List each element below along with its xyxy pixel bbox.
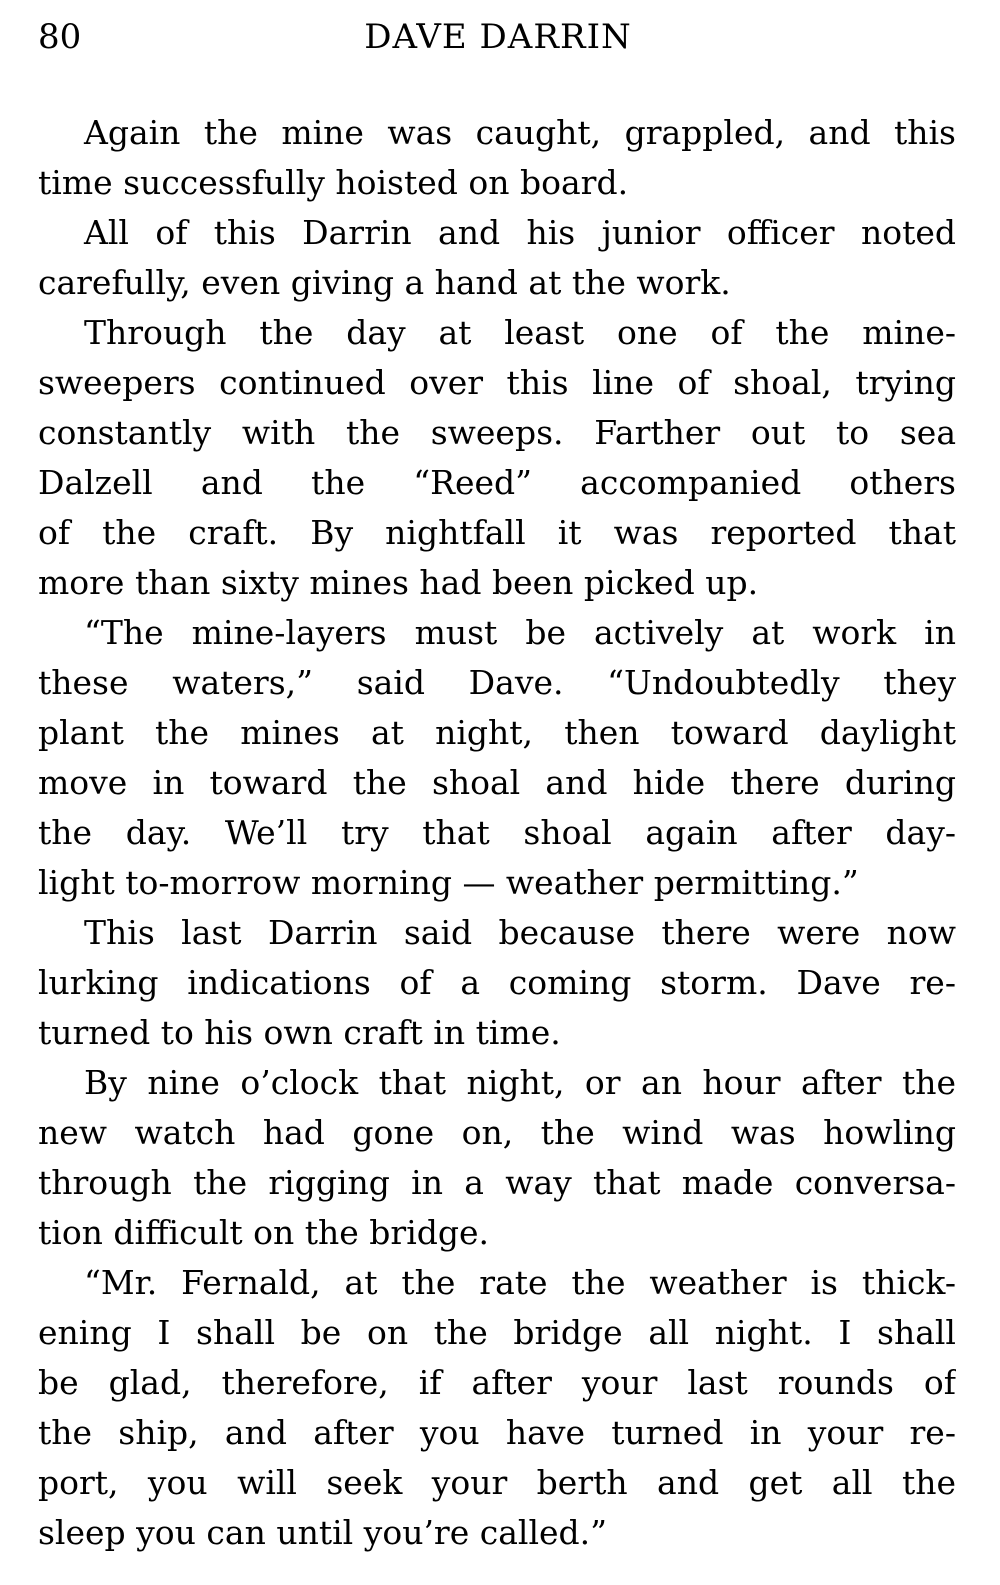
text-line: these waters,” said Dave. “Undoubtedly they bbox=[38, 663, 956, 702]
text-line: “The mine-layers must be actively at work in bbox=[84, 613, 956, 652]
text-line: plant the mines at night, then toward daylight bbox=[38, 713, 956, 752]
text-line: constantly with the sweeps. Farther out to sea bbox=[38, 413, 956, 452]
running-title: DAVE DARRIN bbox=[364, 17, 632, 57]
text-line: tion difficult on the bridge. bbox=[38, 1213, 490, 1252]
text-line: the day. We’ll try that shoal again after day- bbox=[38, 813, 956, 852]
text-line: move in toward the shoal and hide there during bbox=[38, 763, 956, 802]
text-line: of the craft. By nightfall it was reported that bbox=[38, 513, 956, 552]
text-line: more than sixty mines had been picked up. bbox=[38, 563, 759, 602]
text-line: All of this Darrin and his junior officer noted bbox=[84, 213, 956, 252]
text-line: lurking indications of a coming storm. Dave re- bbox=[38, 963, 956, 1002]
text-line: carefully, even giving a hand at the work. bbox=[38, 263, 731, 302]
page-number: 80 bbox=[38, 17, 82, 57]
body-text bbox=[38, 108, 956, 1558]
text-line: time successfully hoisted on board. bbox=[38, 163, 629, 202]
text-line: “Mr. Fernald, at the rate the weather is thick- bbox=[84, 1263, 956, 1302]
text-line: new watch had gone on, the wind was howling bbox=[38, 1113, 956, 1152]
text-line: the ship, and after you have turned in your re- bbox=[38, 1413, 956, 1452]
text-line: through the rigging in a way that made conversa- bbox=[38, 1163, 956, 1202]
text-line: Again the mine was caught, grappled, and this bbox=[84, 113, 956, 152]
text-line: turned to his own craft in time. bbox=[38, 1013, 561, 1052]
text-line: By nine o’clock that night, or an hour after the bbox=[84, 1063, 956, 1102]
text-line: be glad, therefore, if after your last rounds of bbox=[38, 1363, 956, 1402]
text-line: ening I shall be on the bridge all night. I shall bbox=[38, 1313, 956, 1352]
text-line: port, you will seek your berth and get all the bbox=[38, 1463, 956, 1502]
text-line: sleep you can until you’re called.” bbox=[38, 1513, 608, 1552]
text-line: light to-morrow morning — weather permitting.” bbox=[38, 863, 859, 902]
text-line: sweepers continued over this line of shoal, trying bbox=[38, 363, 956, 402]
running-head bbox=[38, 12, 958, 62]
text-line: Through the day at least one of the mine- bbox=[84, 313, 956, 352]
text-line: Dalzell and the “Reed” accompanied others bbox=[38, 463, 956, 502]
text-line: This last Darrin said because there were now bbox=[84, 913, 956, 952]
